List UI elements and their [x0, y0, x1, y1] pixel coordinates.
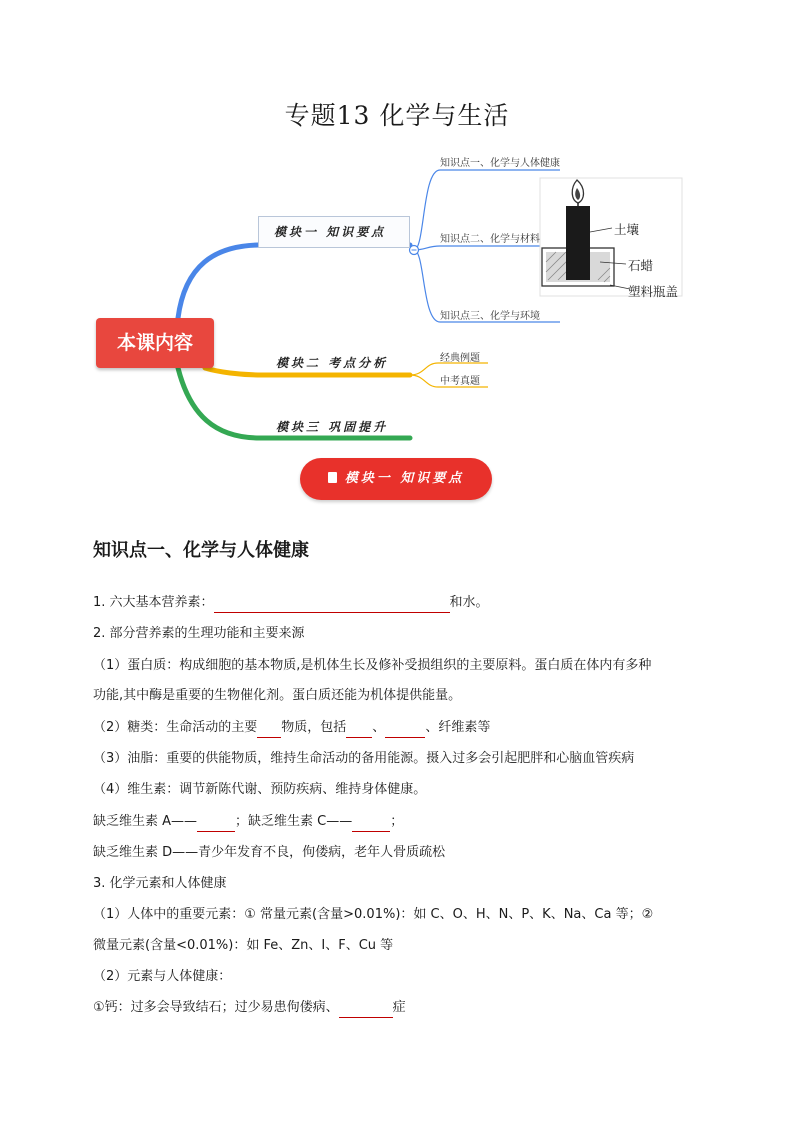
mindmap-connectors	[0, 0, 794, 520]
content-line-4: 功能,其中酶是重要的生物催化剂。蛋白质还能为机体提供能量。	[93, 688, 462, 703]
mindmap-module1[interactable]: 模块一 知识要点	[274, 225, 387, 239]
fill-blank-calcium[interactable]	[339, 1001, 393, 1018]
fill-blank-vitamin-c[interactable]	[352, 815, 390, 832]
candle-label-cap: 塑料瓶盖	[628, 284, 679, 299]
m2-item-1[interactable]: 经典例题	[440, 353, 480, 364]
fill-blank-sugar-type-2[interactable]	[385, 721, 425, 738]
m1-sub-line-2	[414, 246, 540, 250]
mindmap-module2[interactable]: 模块二 考点分析	[276, 356, 389, 370]
fill-blank-nutrients[interactable]	[214, 596, 450, 613]
branch-1-line	[178, 245, 410, 318]
m1-item-1[interactable]: 知识点一、化学与人体健康	[440, 158, 560, 169]
content-line-5: （2）糖类：生命活动的主要 物质，包括 、 、纤维素等	[93, 718, 713, 738]
content-line-12: 微量元素(含量<0.01%)：如 Fe、Zn、I、F、Cu 等	[93, 938, 394, 953]
content-line-6: （3）油脂：重要的供能物质，维持生命活动的备用能源。摄入过多会引起肥胖和心脑血管疾病	[93, 751, 635, 766]
page-title: 专题13 化学与生活	[284, 101, 510, 130]
mindmap-module3[interactable]: 模块三 巩固提升	[276, 420, 389, 434]
content-line-10: 3. 化学元素和人体健康	[93, 876, 227, 891]
content-line-7: （4）维生素：调节新陈代谢、预防疾病、维持身体健康。	[93, 782, 427, 797]
fill-blank-sugar-role[interactable]	[257, 721, 281, 738]
content-line-8: 缺乏维生素 A—— ；缺乏维生素 C—— ；	[93, 812, 713, 832]
fill-blank-vitamin-a[interactable]	[197, 815, 235, 832]
content-line-13: （2）元素与人体健康：	[93, 969, 232, 984]
content-line-3: （1）蛋白质：构成细胞的基本物质,是机体生长及修补受损组织的主要原料。蛋白质在体内有多种	[93, 658, 652, 673]
candle-figure	[540, 178, 682, 296]
section-button[interactable]	[300, 458, 492, 500]
m1-item-2[interactable]: 知识点二、化学与材料	[440, 234, 540, 245]
content-line-11: （1）人体中的重要元素：① 常量元素(含量>0.01%)：如 C、O、H、N、P、K、Na、Ca 等；②	[93, 907, 654, 922]
fill-blank-sugar-type-1[interactable]	[346, 721, 372, 738]
m2-item-2[interactable]: 中考真题	[440, 376, 480, 387]
candle-label-wax: 石蜡	[628, 258, 654, 273]
section-button-label: 模块一 知识要点	[344, 471, 465, 486]
m1-item-3[interactable]: 知识点三、化学与环境	[440, 311, 540, 322]
mindmap-center-node[interactable]: 本课内容	[96, 318, 214, 368]
content-line-9: 缺乏维生素 D——青少年发育不良，佝偻病，老年人骨质疏松	[93, 845, 446, 860]
content-line-1: 1. 六大基本营养素： 和水。	[93, 593, 713, 613]
candle-label-soil: 土壤	[614, 222, 640, 237]
section-heading: 知识点一、化学与人体健康	[93, 540, 309, 561]
content-line-14: ①钙：过多会导致结石；过少易患佝偻病、 症	[93, 998, 713, 1018]
book-icon	[328, 472, 337, 483]
content-line-2: 2. 部分营养素的生理功能和主要来源	[93, 626, 305, 641]
